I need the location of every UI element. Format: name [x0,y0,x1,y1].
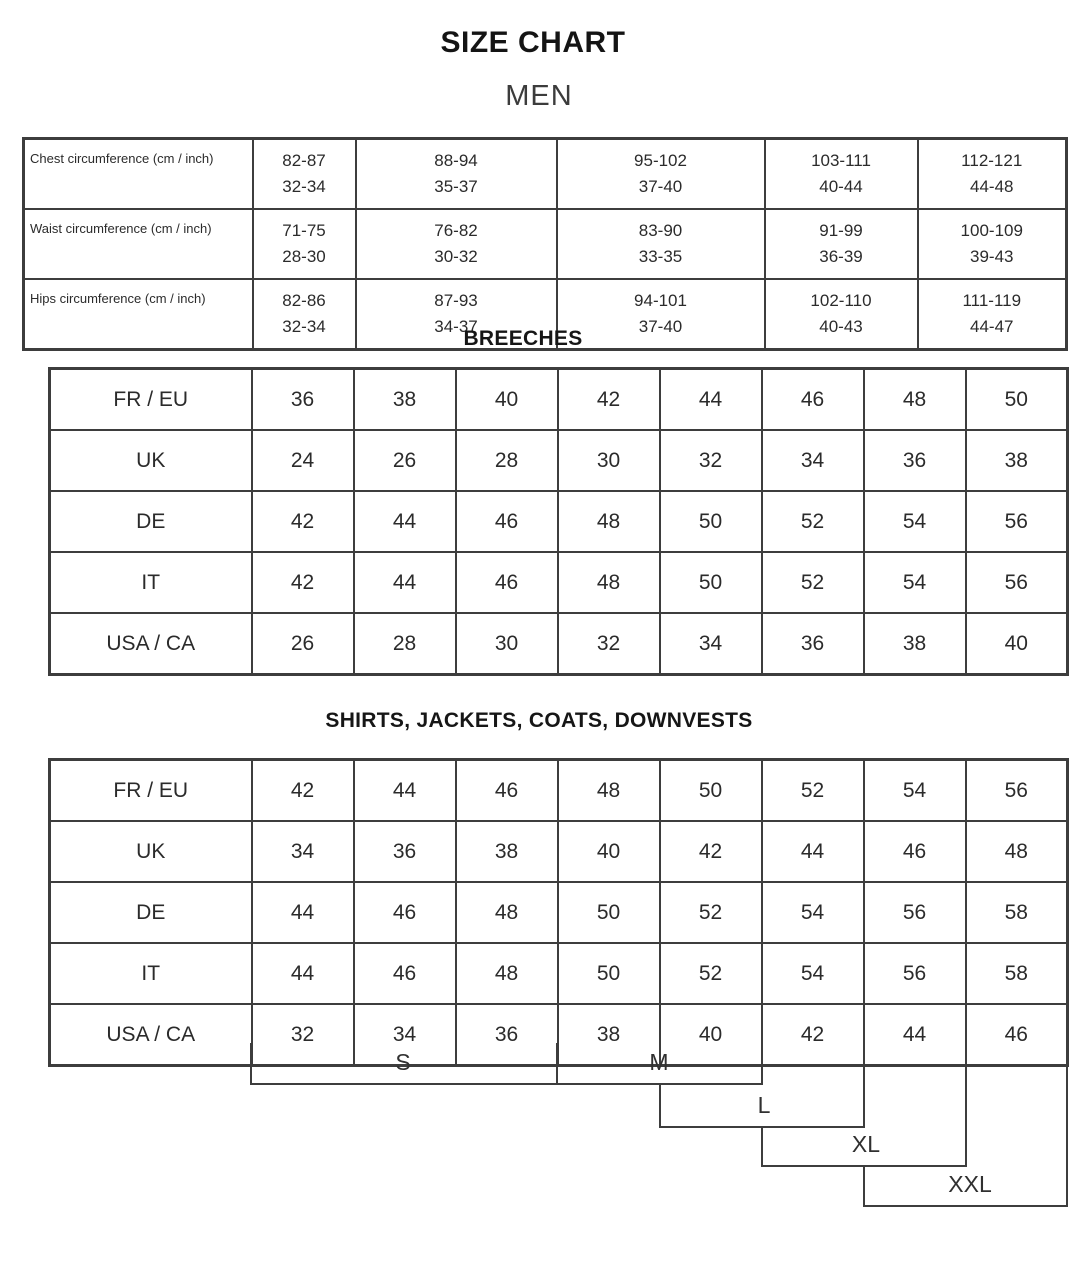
row-label-chest: Chest circumference (cm / inch) [24,139,253,210]
size-cell: 42 [762,1004,864,1066]
size-cell: 34 [252,821,354,882]
inch-range: 30-32 [434,247,478,266]
size-cell: 50 [558,943,660,1004]
page-title: SIZE CHART [440,26,626,59]
size-cell: 36 [252,369,354,431]
size-cell: 52 [660,882,762,943]
measurement-cell [557,209,765,279]
row-label-de: DE [50,491,252,552]
measurement-cell [918,209,1067,279]
table-row [50,943,1068,1004]
size-cell: 52 [762,760,864,822]
cm-range: 76-82 [434,221,478,240]
inch-range: 32-34 [282,177,326,196]
inch-range: 28-30 [282,247,326,266]
size-cell: 58 [966,882,1068,943]
size-bracket-line [863,1043,865,1126]
size-cell: 26 [252,613,354,675]
row-label-uk: UK [50,821,252,882]
size-cell: 48 [456,943,558,1004]
size-bracket-line [965,1043,967,1165]
measurement-cell [557,139,765,210]
table-row [50,552,1068,613]
size-cell: 28 [456,430,558,491]
size-cell: 34 [354,1004,456,1066]
size-cell: 32 [660,430,762,491]
size-cell: 48 [456,882,558,943]
size-cell: 40 [660,1004,762,1066]
size-group-label-l: L [757,1092,771,1118]
table-row [24,209,1067,279]
size-cell: 42 [252,491,354,552]
size-cell: 42 [558,369,660,431]
size-cell: 52 [762,552,864,613]
size-cell: 54 [762,882,864,943]
inch-range: 40-43 [819,317,863,336]
size-cell: 52 [660,943,762,1004]
row-label-de: DE [50,882,252,943]
cm-range: 95-102 [634,151,687,170]
size-cell: 32 [558,613,660,675]
cm-range: 111-119 [962,291,1022,310]
size-bracket-line [761,1043,763,1083]
cm-range: 82-86 [282,291,326,310]
inch-range: 44-47 [970,317,1014,336]
cm-range: 87-93 [434,291,478,310]
size-cell: 46 [966,1004,1068,1066]
size-cell: 38 [354,369,456,431]
size-cell: 54 [864,491,966,552]
table-row [24,139,1067,210]
size-group-label-xl: XL [851,1131,881,1157]
measurements-table [22,137,1068,351]
size-cell: 56 [864,943,966,1004]
row-label-usa-ca: USA / CA [50,613,252,675]
size-cell: 40 [456,369,558,431]
size-cell: 28 [354,613,456,675]
size-cell: 32 [252,1004,354,1066]
size-cell: 56 [864,882,966,943]
table-row [50,821,1068,882]
cm-range: 103-111 [811,151,871,170]
size-cell: 42 [252,552,354,613]
row-label-waist: Waist circumference (cm / inch) [24,209,253,279]
size-cell: 58 [966,943,1068,1004]
size-cell: 46 [456,491,558,552]
size-cell: 38 [864,613,966,675]
inch-range: 36-39 [819,247,863,266]
size-bracket-line [659,1083,661,1126]
size-group-label-m: M [649,1049,669,1075]
size-cell: 56 [966,552,1068,613]
size-cell: 50 [558,882,660,943]
cm-range: 91-99 [819,221,863,240]
size-cell: 46 [456,760,558,822]
size-cell: 48 [966,821,1068,882]
breeches-table [48,367,1069,676]
size-cell: 30 [456,613,558,675]
size-bracket-line [863,1205,1068,1207]
size-cell: 38 [558,1004,660,1066]
size-cell: 36 [762,613,864,675]
inch-range: 35-37 [434,177,478,196]
measurement-cell [765,139,918,210]
table-row [50,369,1068,431]
cm-range: 71-75 [282,221,326,240]
inch-range: 44-48 [970,177,1014,196]
size-cell: 56 [966,491,1068,552]
size-cell: 44 [354,552,456,613]
measurement-cell [918,139,1067,210]
row-label-fr-eu: FR / EU [50,760,252,822]
size-cell: 36 [354,821,456,882]
row-label-hips: Hips circumference (cm / inch) [24,279,253,350]
size-cell: 52 [762,491,864,552]
table-row [50,613,1068,675]
breeches-title: BREECHES [463,327,583,350]
size-cell: 54 [864,760,966,822]
size-cell: 50 [660,552,762,613]
size-cell: 44 [762,821,864,882]
measurement-cell [765,209,918,279]
size-cell: 36 [864,430,966,491]
cm-range: 83-90 [638,221,683,240]
size-cell: 50 [966,369,1068,431]
size-group-label-s: S [395,1049,411,1075]
cm-range: 82-87 [282,151,326,170]
size-cell: 56 [966,760,1068,822]
size-bracket-line [863,1165,865,1205]
size-group-label-xxl: XXL [948,1171,992,1197]
size-cell: 42 [252,760,354,822]
size-cell: 48 [558,491,660,552]
row-label-it: IT [50,943,252,1004]
inch-range: 32-34 [282,317,326,336]
size-cell: 54 [864,552,966,613]
size-bracket-line [556,1043,558,1083]
size-cell: 46 [864,821,966,882]
size-cell: 46 [354,943,456,1004]
shirts-table [48,758,1069,1067]
table-row [50,430,1068,491]
size-cell: 50 [660,491,762,552]
shirts-title: SHIRTS, JACKETS, COATS, DOWNVESTS [325,709,753,732]
measurement-cell [253,209,356,279]
size-cell: 42 [660,821,762,882]
inch-range: 37-40 [638,317,683,336]
size-cell: 44 [354,491,456,552]
size-cell: 44 [660,369,762,431]
cm-range: 112-121 [961,151,1023,170]
size-cell: 38 [456,821,558,882]
size-cell: 40 [966,613,1068,675]
size-cell: 46 [456,552,558,613]
table-row [50,491,1068,552]
inch-range: 34-37 [434,317,478,336]
size-cell: 40 [558,821,660,882]
row-label-uk: UK [50,430,252,491]
inch-range: 40-44 [819,177,863,196]
size-cell: 46 [762,369,864,431]
inch-range: 39-43 [970,247,1014,266]
size-cell: 34 [762,430,864,491]
size-cell: 44 [354,760,456,822]
size-cell: 44 [864,1004,966,1066]
inch-range: 37-40 [638,177,683,196]
table-row [50,1004,1068,1066]
page-subtitle: MEN [505,80,573,112]
cm-range: 94-101 [634,291,687,310]
cm-range: 102-110 [810,291,872,310]
table-row [50,882,1068,943]
table-row [50,760,1068,822]
inch-range: 33-35 [638,247,683,266]
size-bracket-line [761,1126,763,1165]
size-cell: 38 [966,430,1068,491]
size-cell: 48 [558,760,660,822]
size-bracket-line [250,1043,252,1083]
size-cell: 48 [558,552,660,613]
size-cell: 30 [558,430,660,491]
measurement-cell [356,209,557,279]
size-cell: 46 [354,882,456,943]
measurement-cell [253,139,356,210]
measurement-cell [356,139,557,210]
row-label-it: IT [50,552,252,613]
size-cell: 24 [252,430,354,491]
size-cell: 26 [354,430,456,491]
size-bracket-line [250,1083,763,1085]
cm-range: 100-109 [960,221,1023,240]
size-cell: 54 [762,943,864,1004]
size-cell: 44 [252,943,354,1004]
row-label-usa-ca: USA / CA [50,1004,252,1066]
cm-range: 88-94 [434,151,478,170]
size-cell: 48 [864,369,966,431]
row-label-fr-eu: FR / EU [50,369,252,431]
size-cell: 44 [252,882,354,943]
size-cell: 36 [456,1004,558,1066]
size-cell: 50 [660,760,762,822]
size-bracket-line [1066,1043,1068,1205]
size-cell: 34 [660,613,762,675]
